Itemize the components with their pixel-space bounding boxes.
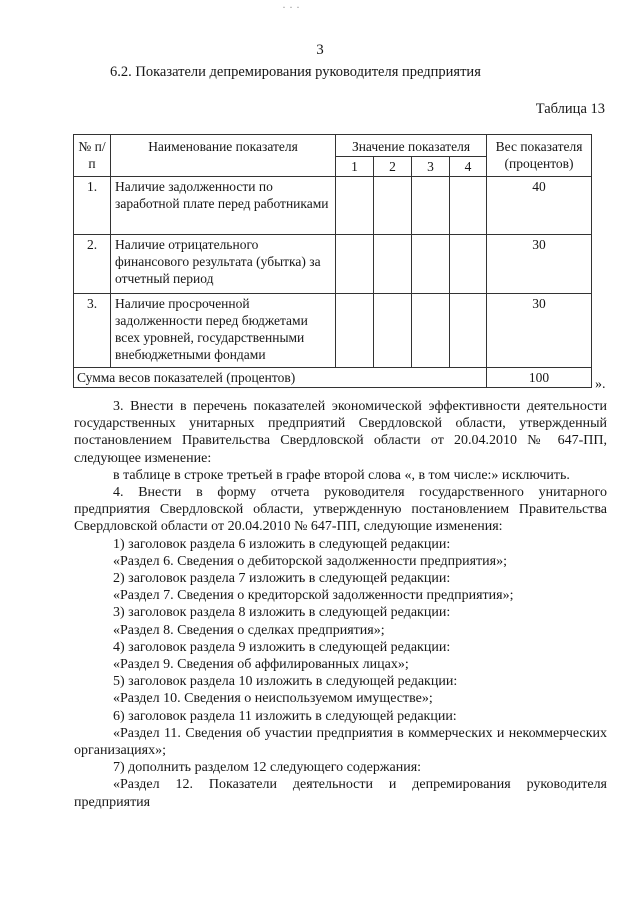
value-cell bbox=[412, 294, 450, 368]
paragraph: 3) заголовок раздела 8 изложить в следующей редакции: bbox=[113, 605, 451, 621]
value-cell bbox=[336, 294, 374, 368]
paragraph: «Раздел 9. Сведения об аффилированных лицах»; bbox=[113, 657, 409, 673]
value-cell bbox=[412, 177, 450, 235]
value-cell bbox=[374, 294, 412, 368]
paragraph: «Раздел 6. Сведения о дебиторской задолженности предприятия»; bbox=[113, 553, 507, 569]
paragraph: 7) дополнить разделом 12 следующего содержания: bbox=[113, 760, 422, 776]
table-row bbox=[74, 294, 592, 368]
subcol-3: 3 bbox=[412, 157, 450, 177]
value-cell bbox=[450, 177, 487, 235]
paragraph: 6) заголовок раздела 11 изложить в следующей редакции: bbox=[113, 708, 457, 724]
table-closing-quote: ». bbox=[595, 377, 606, 392]
header-weight: Вес показателя (процентов) bbox=[487, 135, 592, 177]
row-num: 2. bbox=[74, 235, 111, 294]
paragraph: «Раздел 7. Сведения о кредиторской задолженности предприятия»; bbox=[113, 588, 514, 604]
sum-value: 100 bbox=[487, 368, 592, 388]
scan-mark: · · · bbox=[282, 0, 300, 14]
header-num: № п/п bbox=[74, 135, 111, 177]
table-row bbox=[74, 235, 592, 294]
paragraph: 5) заголовок раздела 10 изложить в следующей редакции: bbox=[113, 674, 458, 690]
value-cell bbox=[374, 235, 412, 294]
body-text bbox=[74, 398, 607, 811]
row-num: 1. bbox=[74, 177, 111, 235]
paragraph: 4) заголовок раздела 9 изложить в следующей редакции: bbox=[113, 639, 451, 655]
row-weight: 40 bbox=[487, 177, 592, 235]
row-num: 3. bbox=[74, 294, 111, 368]
header-name: Наименование показателя bbox=[111, 135, 336, 177]
paragraph: 4. Внести в форму отчета руководителя государственного унитарного предприятия Свердловской области, утвержденную постановлением Правительства Свердловской области от 20.04.2010 № 647-ПП, следующие изменения: bbox=[74, 485, 607, 535]
sum-label: Сумма весов показателей (процентов) bbox=[74, 368, 487, 388]
page-number: 3 bbox=[316, 42, 324, 58]
paragraph: «Раздел 10. Сведения о неиспользуемом имуществе»; bbox=[113, 691, 433, 707]
paragraph: «Раздел 11. Сведения об участии предприятия в коммерческих и некоммерческих организациях»; bbox=[74, 725, 607, 759]
subcol-2: 2 bbox=[374, 157, 412, 177]
value-cell bbox=[450, 294, 487, 368]
value-cell bbox=[450, 235, 487, 294]
paragraph: «Раздел 12. Показатели деятельности и депремирования руководителя предприятия bbox=[74, 777, 607, 810]
paragraph: 2) заголовок раздела 7 изложить в следующей редакции: bbox=[113, 571, 451, 587]
table-row bbox=[74, 177, 592, 235]
table-header-row bbox=[74, 135, 592, 157]
paragraph: в таблице в строке третьей в графе второй слова «, в том числе:» исключить. bbox=[113, 467, 570, 483]
row-name: Наличие просроченной задолженности перед бюджетами всех уровней, государственными внебюджетными фондами bbox=[111, 294, 336, 368]
value-cell bbox=[336, 235, 374, 294]
paragraph: 3. Внести в перечень показателей экономической эффективности деятельности государственных унитарных предприятий Свердловской области, утвержденный постановлением Правительства Свердловской области от 20.04.2010 № 647-ПП, следующее изменение: bbox=[74, 399, 607, 466]
section-title: 6.2. Показатели депремирования руководителя предприятия bbox=[110, 64, 481, 80]
header-value: Значение показателя bbox=[336, 135, 487, 157]
row-name: Наличие отрицательного финансового результата (убытка) за отчетный период bbox=[111, 235, 336, 294]
value-cell bbox=[412, 235, 450, 294]
row-weight: 30 bbox=[487, 235, 592, 294]
paragraph: 1) заголовок раздела 6 изложить в следующей редакции: bbox=[113, 536, 451, 552]
value-cell bbox=[336, 177, 374, 235]
table-caption: Таблица 13 bbox=[535, 101, 605, 117]
row-weight: 30 bbox=[487, 294, 592, 368]
indicators-table bbox=[73, 134, 592, 388]
row-name: Наличие задолженности по заработной плате перед работниками bbox=[111, 177, 336, 235]
subcol-1: 1 bbox=[336, 157, 374, 177]
paragraph: «Раздел 8. Сведения о сделках предприятия»; bbox=[113, 622, 385, 638]
sum-row bbox=[74, 368, 592, 388]
value-cell bbox=[374, 177, 412, 235]
subcol-4: 4 bbox=[450, 157, 487, 177]
